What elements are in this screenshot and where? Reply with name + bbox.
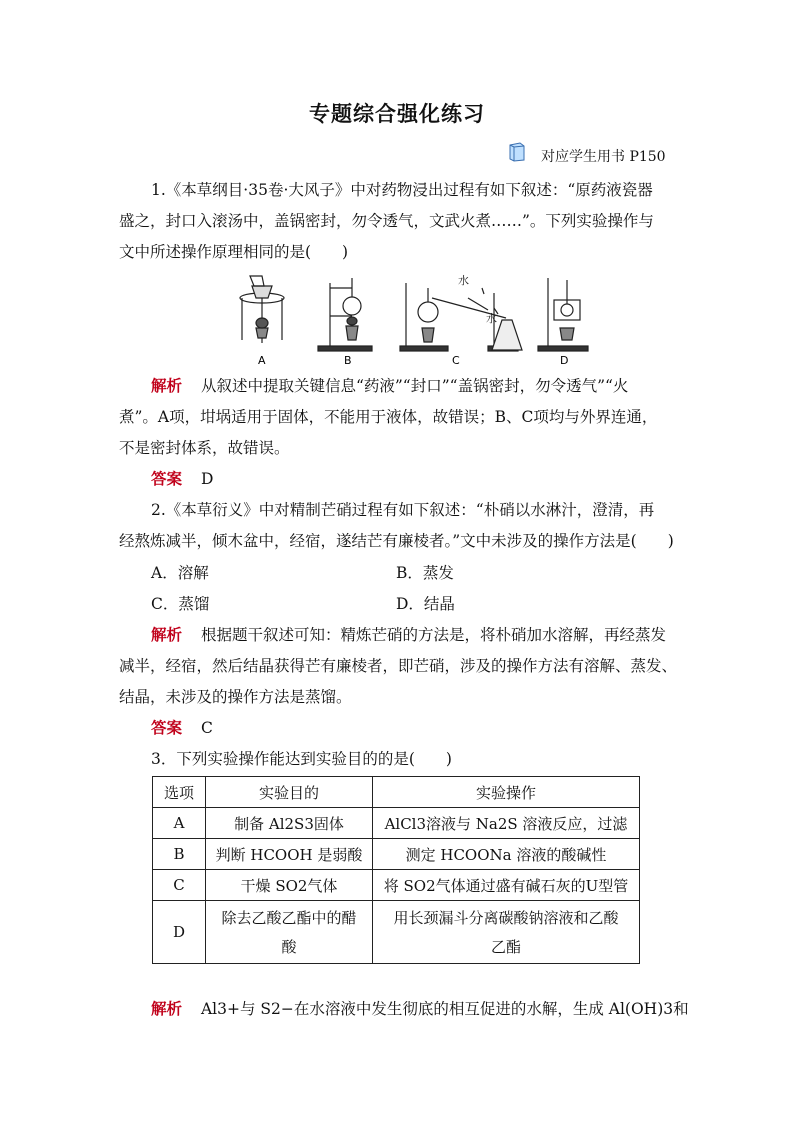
q2-analysis-line-3: 结晶，未涉及的操作方法是蒸馏。: [119, 688, 352, 706]
table-header: 实验操作: [373, 777, 640, 808]
q1-analysis-line-1: 解析 从叙述中提取关键信息“药液”“封口”“盖锅密封，勿令透气”“火: [151, 377, 629, 395]
q2-option-c: C．蒸馏: [151, 595, 210, 613]
table-row: A 制备 Al2S3固体 AlCl3溶液与 Na2S 溶液反应，过滤: [153, 808, 640, 839]
figure-label-d: D: [560, 354, 569, 367]
book-icon: [508, 142, 526, 166]
q2-option-b: B．蒸发: [396, 564, 454, 582]
q3-stem: 3．下列实验操作能达到实验目的的是( ): [151, 750, 452, 768]
table-row: C 干燥 SO2气体 将 SO2气体通过盛有碱石灰的U型管: [153, 870, 640, 901]
apparatus-d: [538, 278, 588, 351]
page-title: 专题综合强化练习: [309, 102, 485, 126]
table-header: 选项: [153, 777, 206, 808]
answer-label: 答案: [151, 719, 183, 737]
q2-analysis-line-2: 减半，经宿，然后结晶获得芒有廉棱者，即芒硝，涉及的操作方法有溶解、蒸发、: [119, 657, 678, 675]
q2-option-a: A．溶解: [151, 564, 209, 582]
q2-line-1: 2.《本草衍义》中对精制芒硝过程有如下叙述：“朴硝以水淋汁，澄清，再: [151, 501, 655, 519]
q2-option-d: D．结晶: [396, 595, 455, 613]
q1-line-1: 1.《本草纲目·35卷·大风子》中对药物浸出过程有如下叙述：“原药液瓷器: [151, 181, 653, 199]
q3-analysis-line-1: 解析 Al3+与 S2−在水溶液中发生彻底的相互促进的水解，生成 Al(OH)3和: [151, 1000, 689, 1018]
figure-label-b: B: [344, 354, 352, 367]
apparatus-figure: [232, 268, 592, 368]
q1-analysis-line-3: 不是密封体系，故错误。: [119, 439, 290, 457]
page-reference: 对应学生用书 P150: [541, 149, 666, 165]
apparatus-c: [400, 273, 522, 351]
table-row: B 判断 HCOOH 是弱酸 测定 HCOONa 溶液的酸碱性: [153, 839, 640, 870]
apparatus-b: [318, 278, 372, 351]
q1-line-2: 盛之，封口入滚汤中，盖锅密封，勿令透气，文武火煮……”。下列实验操作与: [119, 212, 654, 230]
apparatus-a: [240, 276, 284, 343]
table-header: 实验目的: [206, 777, 373, 808]
q2-answer: 答案 C: [151, 719, 213, 737]
analysis-label: 解析: [151, 626, 183, 644]
answer-label: 答案: [151, 470, 183, 488]
q1-analysis-line-2: 煮”。A项，坩埚适用于固体，不能用于液体，故错误；B、C项均与外界连通，: [119, 408, 658, 426]
q1-answer: 答案 D: [151, 470, 214, 488]
table-row: D 除去乙酸乙酯中的醋 酸 用长颈漏斗分离碳酸钠溶液和乙酸 乙酯: [153, 901, 640, 964]
water-out-tag: 水: [486, 312, 497, 325]
q2-analysis-line-1: 解析 根据题干叙述可知：精炼芒硝的方法是，将朴硝加水溶解，再经蒸发: [151, 626, 666, 644]
figure-label-a: A: [258, 354, 266, 367]
analysis-label: 解析: [151, 377, 183, 395]
q3-table: [152, 776, 640, 964]
q2-line-2: 经熬炼减半，倾木盆中，经宿，遂结芒有廉棱者。”文中未涉及的操作方法是( ): [119, 532, 674, 550]
q1-line-3: 文中所述操作原理相同的是( ): [119, 243, 349, 261]
analysis-label: 解析: [151, 1000, 183, 1018]
water-in-tag: 水: [458, 274, 469, 287]
figure-label-c: C: [452, 354, 460, 367]
